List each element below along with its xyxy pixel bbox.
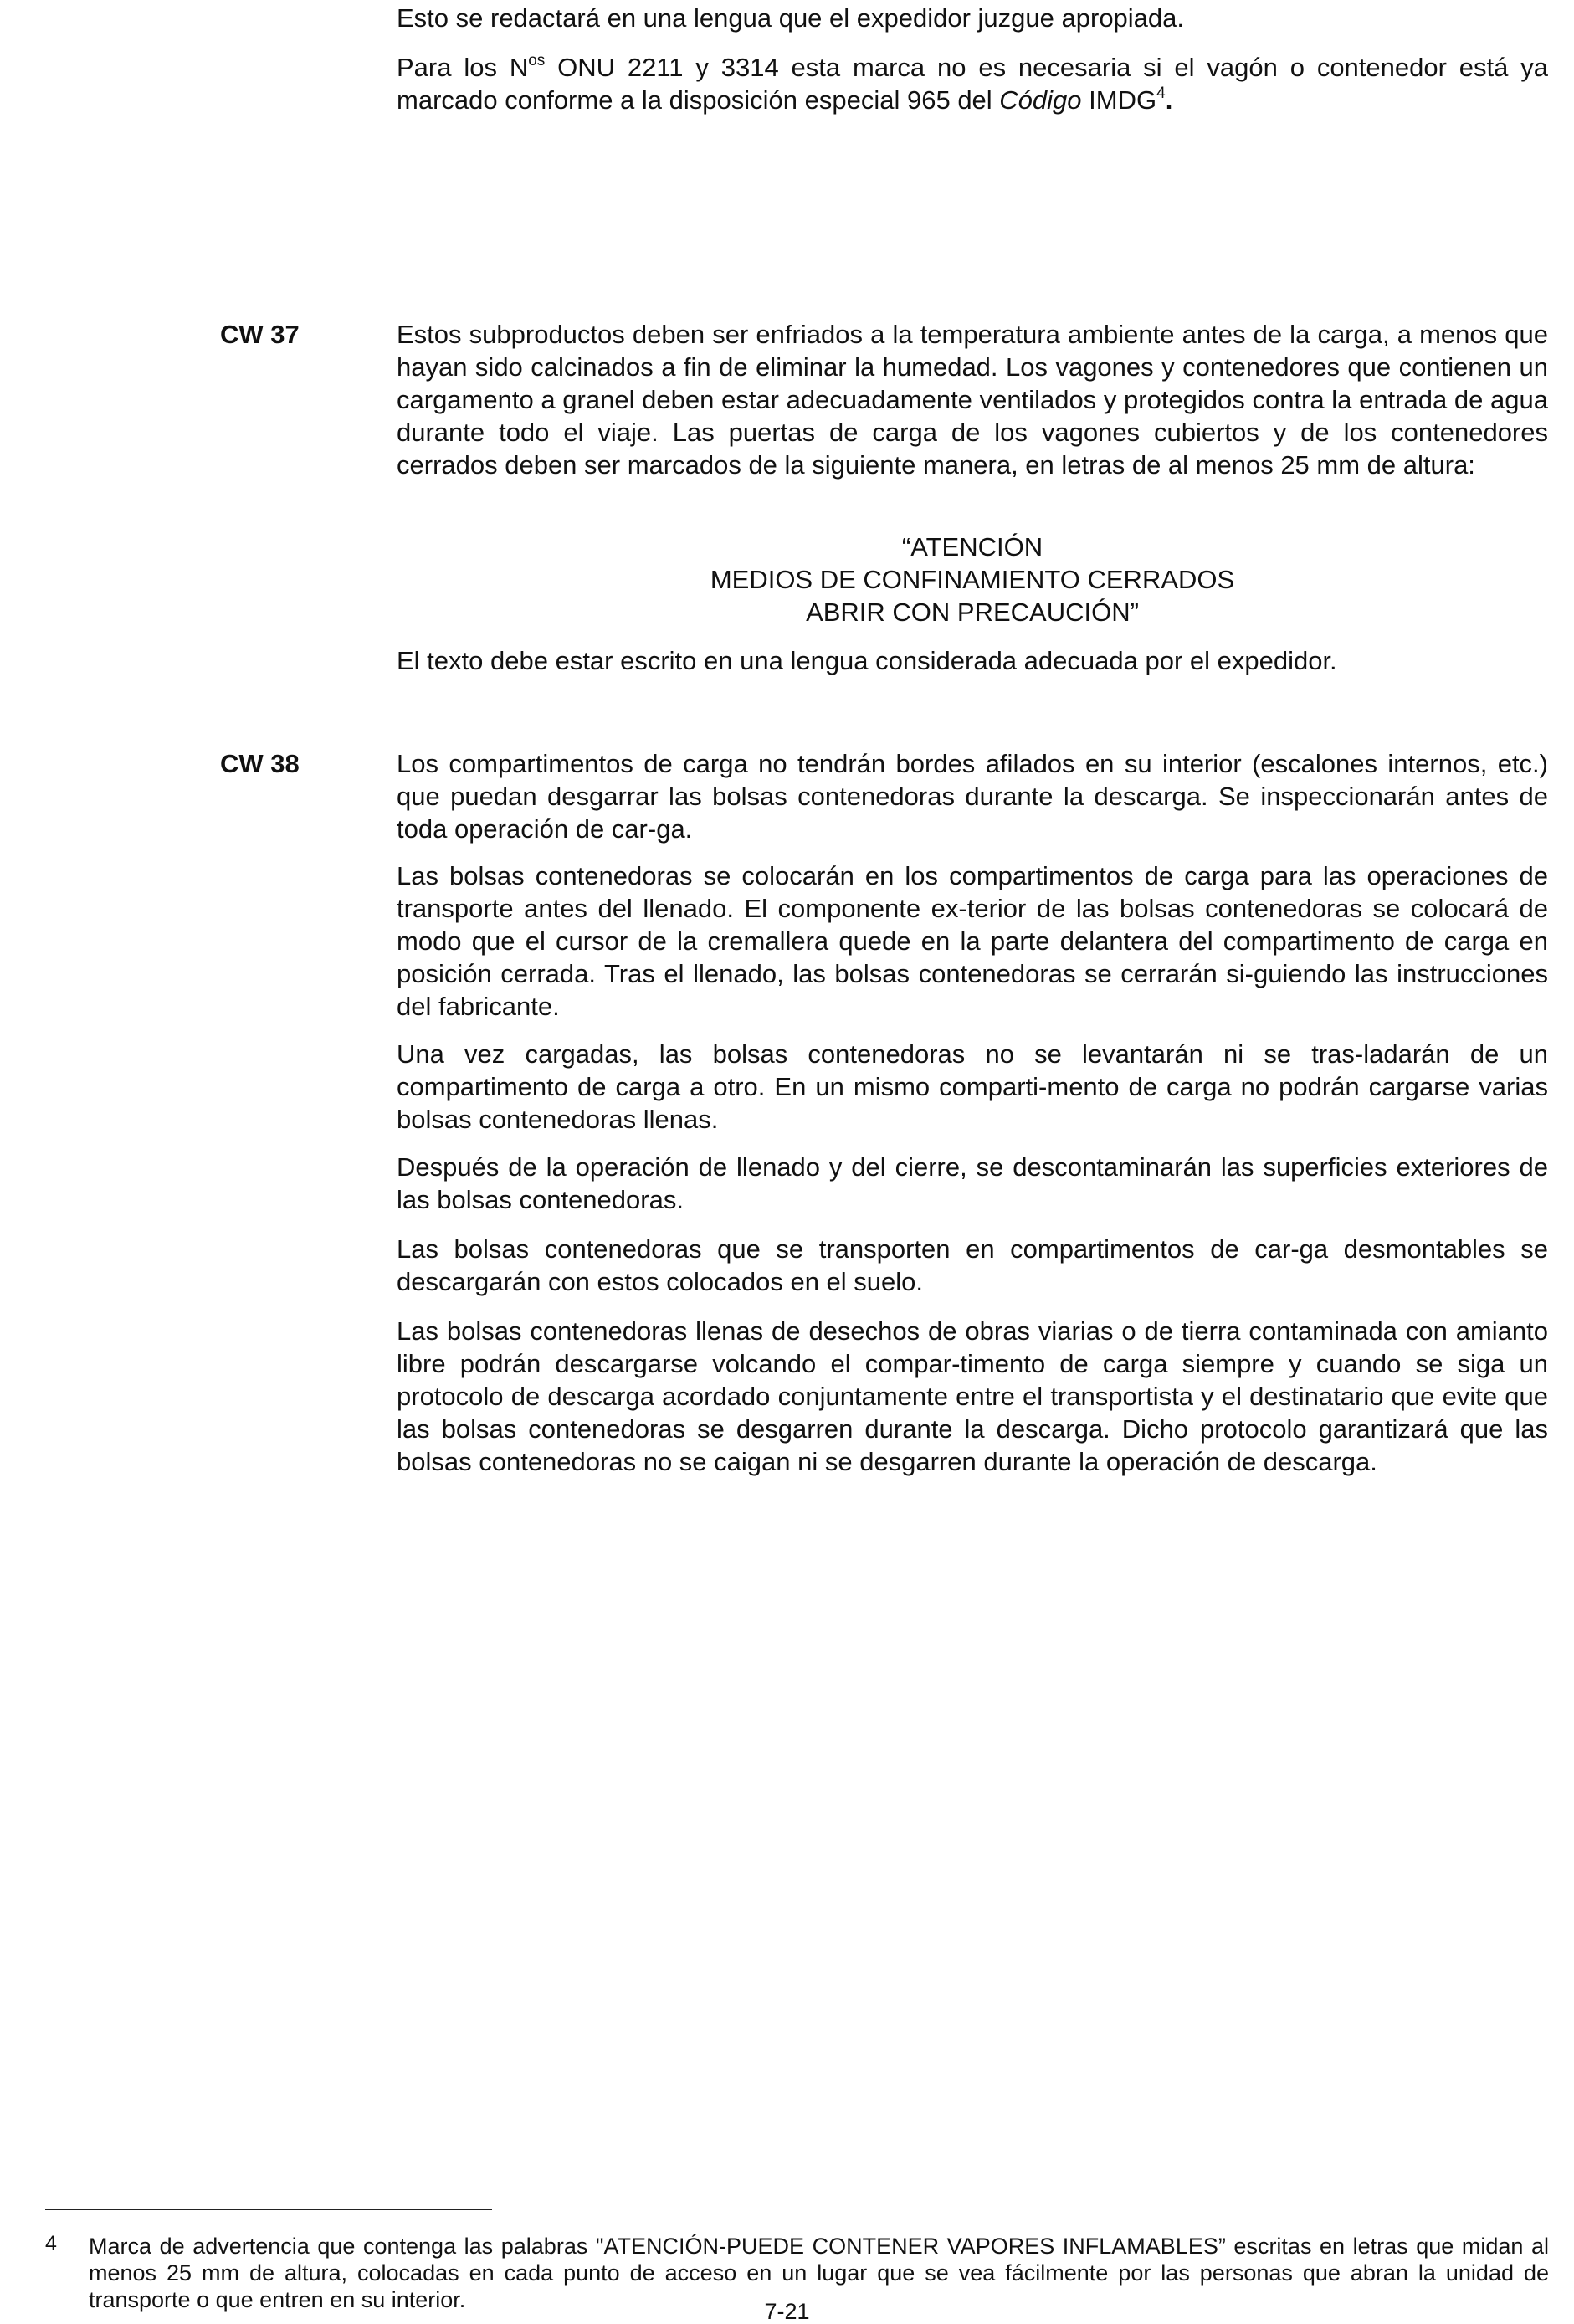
cw38-paragraph: Las bolsas contenedoras se colocarán en los compartimentos de carga para las operaciones de transporte antes del llenado. El componente ex-terior de las bolsas contenedoras se colocará de modo que el cursor de la cremallera quede en la parte delantera del compartimento de carga en posición cerrada. Tras el llenado, las bolsas contenedoras se cerrarán si-guiendo las instrucciones del fabricante. (397, 861, 1548, 1021)
paragraph-un-numbers: Para los $N^{os}$ ONU 2211 y 3314 esta marca no es necesaria si el vagón o contenedor está ya marcado conforme a la disposición especial 965 del Código IMDG$^4$. (397, 52, 1548, 115)
superscript-os: os (528, 52, 546, 69)
notice-line: ABRIR CON PRECAUCIÓN” (806, 598, 1139, 627)
cw38-paragraph: Las bolsas contenedoras que se transporten en compartimentos de car-ga desmontables se descargarán con estos colocados en el suelo. (397, 1234, 1548, 1296)
warning-notice-text (397, 531, 1548, 628)
italic-codigo: Código (999, 85, 1082, 115)
notice-line: MEDIOS DE CONFINAMIENTO CERRADOS (710, 565, 1235, 594)
cw38-paragraph: Después de la operación de llenado y del cierre, se descontaminarán las superficies exteriores de las bolsas contenedoras. (397, 1152, 1548, 1214)
provision-code-cw38: CW 38 (220, 749, 300, 778)
cw37-paragraph: Estos subproductos deben ser enfriados a la temperatura ambiente antes de la carga, a menos que hayan sido calcinados a fin de eliminar la humedad. Los vagones y contenedores que contienen un cargamento a granel deben estar adecuadamente ventilados y protegidos contra la entrada de agua durante todo el viaje. Las puertas de carga de los vagones cubiertos y de los contenedores cerrados deben ser marcados de la siguiente manera, en letras de al menos 25 mm de altura: (397, 320, 1548, 480)
cw38-paragraph: Los compartimentos de carga no tendrán bordes afilados en su interior (escalones internos, etc.) que puedan desgarrar las bolsas contenedoras durante la descarga. Se inspeccionarán antes de toda operación de car-ga. (397, 749, 1548, 844)
footnote-reference[interactable]: 4 (1156, 85, 1166, 102)
footnote-number: 4 (45, 2232, 57, 2255)
provision-code-cw37: CW 37 (220, 320, 300, 349)
notice-line: “ATENCIÓN (901, 532, 1043, 562)
page-number: 7-21 (764, 2299, 810, 2324)
cw38-paragraph: Una vez cargadas, las bolsas contenedoras no se levantarán ni se tras-ladarán de un compartimento de carga a otro. En un mismo comparti-mento de carga no podrán cargarse varias bolsas contenedoras llenas. (397, 1039, 1548, 1134)
cw38-paragraph: Las bolsas contenedoras llenas de desechos de obras viarias o de tierra contaminada con amianto libre podrán descargarse volcando el compar-timento de carga siempre y cuando se siga un protocolo de descarga acordado conjuntamente entre el transportista y el destinatario que evite que las bolsas contenedoras se desgarren durante la descarga. Dicho protocolo garantizará que las bolsas contenedoras no se caigan ni se desgarren durante la operación de descarga. (397, 1316, 1548, 1476)
footnote-text: Marca de advertencia que contenga las palabras "ATENCIÓN-PUEDE CONTENER VAPORES INFLAMABLES” escritas en letras que midan al menos 25 mm de altura, colocadas en cada punto de acceso en un lugar que se vea fácilmente por las personas que abran la unidad de transporte o que entren en su interior. (89, 2234, 1549, 2312)
footnote-separator (45, 2209, 492, 2210)
paragraph-language-note: Esto se redactará en una lengua que el expedidor juzgue apropiada. (397, 3, 1185, 33)
cw37-language-paragraph: El texto debe estar escrito en una lengua considerada adecuada por el expedidor. (397, 646, 1337, 675)
